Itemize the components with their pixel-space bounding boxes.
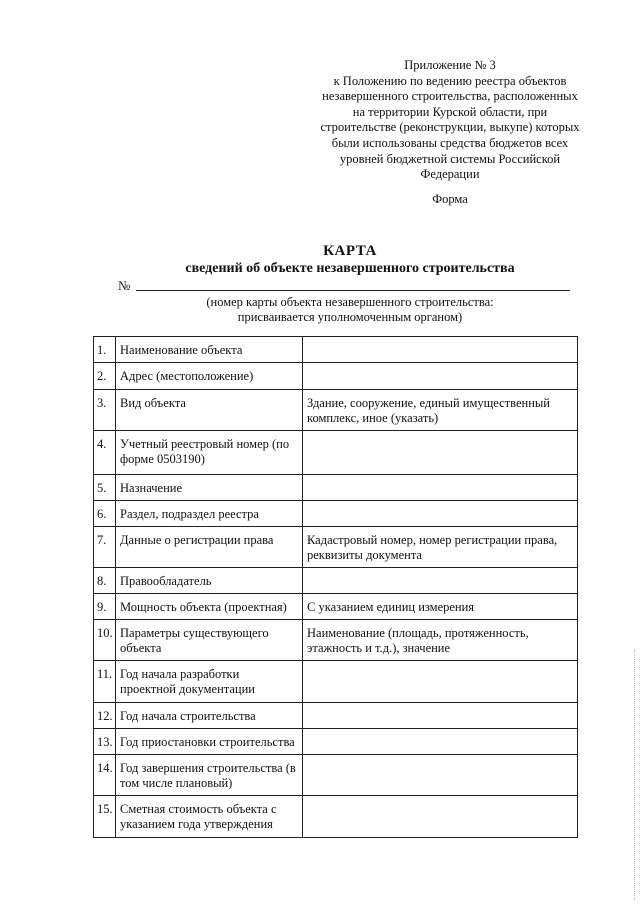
row-number: 15.: [94, 796, 116, 838]
table-row: [94, 337, 578, 363]
row-value-cell[interactable]: [303, 703, 578, 729]
appendix-line: незавершенного строительства, расположенных: [322, 89, 578, 104]
row-value-cell[interactable]: [303, 568, 578, 594]
row-value-cell[interactable]: [303, 363, 578, 390]
row-number: 1.: [94, 337, 116, 363]
row-value-cell[interactable]: [303, 431, 578, 475]
row-value-cell[interactable]: Наименование (площадь, протяженность, этажность и т.д.), значение: [303, 620, 578, 661]
row-number: 14.: [94, 755, 116, 796]
form-label: Форма: [432, 192, 468, 206]
row-value-cell[interactable]: Здание, сооружение, единый имущественный комплекс, иное (указать): [303, 390, 578, 431]
scan-edge-artifact: [634, 650, 636, 900]
row-number: 5.: [94, 475, 116, 501]
row-label: Мощность объекта (проектная): [116, 594, 303, 620]
table-row: [94, 796, 578, 838]
table-row: [94, 390, 578, 431]
row-label: Год приостановки строительства: [116, 729, 303, 755]
row-label: Год начала строительства: [116, 703, 303, 729]
row-label: Раздел, подраздел реестра: [116, 501, 303, 527]
row-label: Правообладатель: [116, 568, 303, 594]
appendix-line: на территории Курской области, при: [352, 104, 548, 119]
row-value-cell[interactable]: [303, 796, 578, 838]
table-row: [94, 363, 578, 390]
table-row: [94, 594, 578, 620]
row-number: 6.: [94, 501, 116, 527]
card-number-hint: [130, 295, 570, 325]
row-number: 4.: [94, 431, 116, 475]
table-row: [94, 431, 578, 475]
row-number: 3.: [94, 390, 116, 431]
row-value-cell[interactable]: [303, 337, 578, 363]
row-number: 7.: [94, 527, 116, 568]
row-label: Год завершения строительства (в том числе плановый): [116, 755, 303, 796]
row-number: 11.: [94, 661, 116, 703]
object-info-table: [93, 336, 578, 838]
row-label: Год начала разработки проектной документации: [116, 661, 303, 703]
row-label: Вид объекта: [116, 390, 303, 431]
table-row: [94, 527, 578, 568]
table-row: [94, 729, 578, 755]
document-title: КАРТА: [323, 243, 377, 259]
table-row: [94, 501, 578, 527]
row-number: 8.: [94, 568, 116, 594]
row-value-cell[interactable]: [303, 475, 578, 501]
row-label: Сметная стоимость объекта с указанием года утверждения: [116, 796, 303, 838]
row-value-cell[interactable]: Кадастровый номер, номер регистрации права, реквизиты документа: [303, 527, 578, 568]
row-label: Данные о регистрации права: [116, 527, 303, 568]
row-value-cell[interactable]: С указанием единиц измерения: [303, 594, 578, 620]
row-label: Учетный реестровый номер (по форме 0503190): [116, 431, 303, 475]
row-label: Наименование объекта: [116, 337, 303, 363]
row-value-cell[interactable]: [303, 729, 578, 755]
card-number-line[interactable]: [136, 290, 570, 291]
appendix-line: к Положению по ведению реестра объектов: [333, 73, 567, 88]
table-row: [94, 661, 578, 703]
row-label: Параметры существующего объекта: [116, 620, 303, 661]
card-number-prefix: №: [118, 278, 131, 293]
appendix-line: уровней бюджетной системы Российской: [339, 151, 561, 166]
appendix-header: [300, 58, 600, 183]
table-row: [94, 703, 578, 729]
hint-line: присваивается уполномоченным органом): [237, 310, 463, 324]
table-row: [94, 755, 578, 796]
row-number: 13.: [94, 729, 116, 755]
appendix-line: Приложение № 3: [404, 58, 496, 72]
table-row: [94, 620, 578, 661]
table-row: [94, 568, 578, 594]
row-number: 9.: [94, 594, 116, 620]
appendix-line: Федерации: [420, 167, 480, 182]
table-row: [94, 475, 578, 501]
row-number: 10.: [94, 620, 116, 661]
appendix-line: строительстве (реконструкции, выкупе) которых: [320, 120, 580, 135]
document-subtitle: сведений об объекте незавершенного строительства: [185, 261, 515, 276]
row-value-cell[interactable]: [303, 755, 578, 796]
row-value-cell[interactable]: [303, 501, 578, 527]
row-value-cell[interactable]: [303, 661, 578, 703]
appendix-line: были использованы средства бюджетов всех: [331, 135, 569, 150]
row-number: 2.: [94, 363, 116, 390]
row-label: Назначение: [116, 475, 303, 501]
row-number: 12.: [94, 703, 116, 729]
hint-line: (номер карты объекта незавершенного строительства:: [206, 295, 494, 309]
row-label: Адрес (местоположение): [116, 363, 303, 390]
